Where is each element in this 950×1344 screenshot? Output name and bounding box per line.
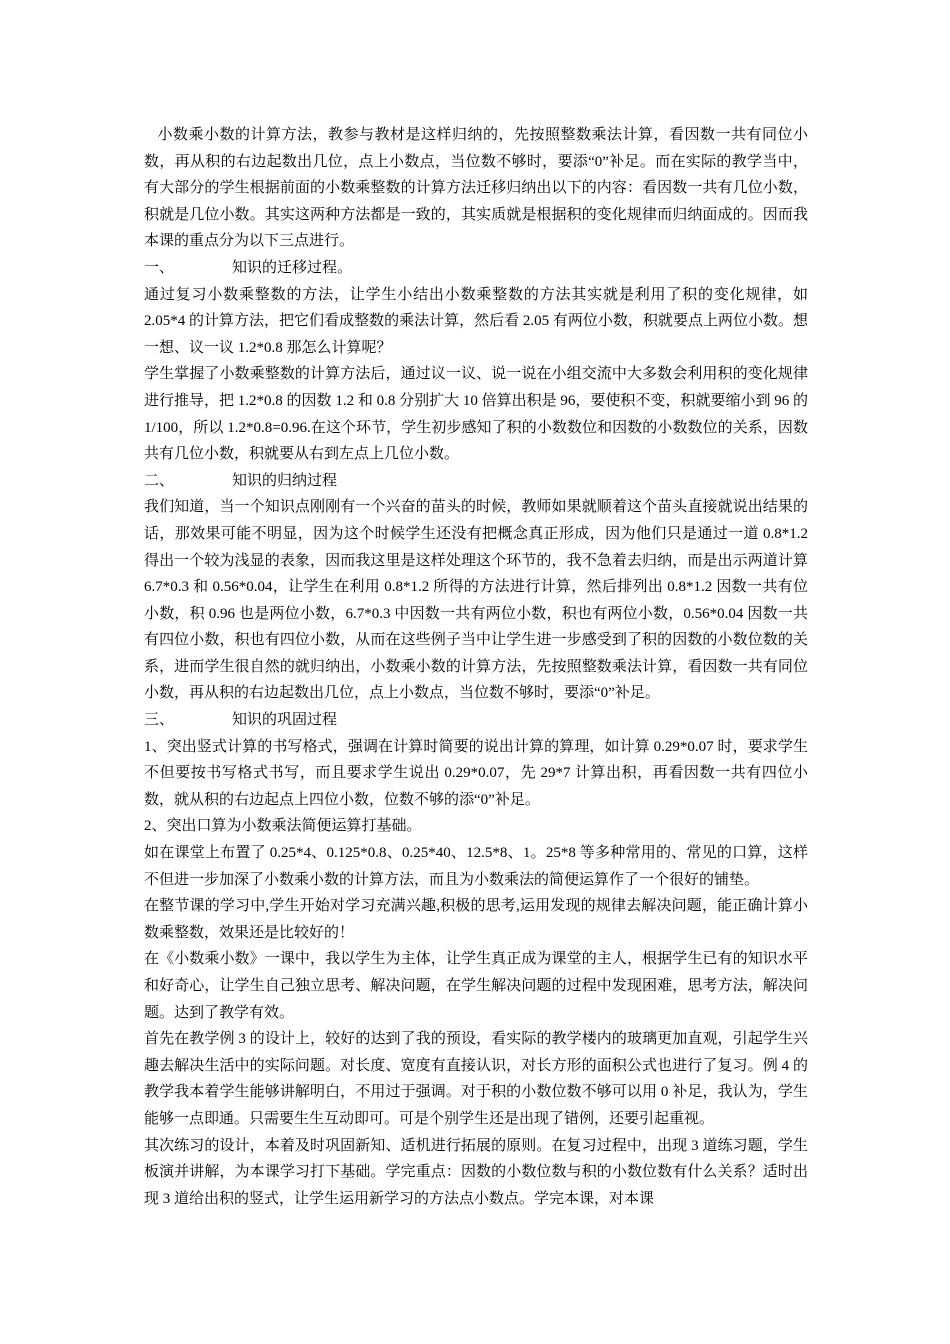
- section-title-2: 知识的归纳过程: [232, 472, 338, 489]
- section-number-1: 一、: [144, 259, 175, 276]
- section-title-1: 知识的迁移过程。: [232, 259, 353, 276]
- paragraph-derivation: 学生掌握了小数乘整数的计算方法后，通过议一议、说一说在小组交流中大多数会利用积的变化规律进行推导，把 1.2*0.8 的因数 1.2 和 0.8 分别扩大 10 倍算出积是 96，要使积不变，积就要缩小到 96 的 1/100，所以 1.2*0.8=0.96.在这个环节，学生初步感知了积的小数数位和因数的小数数位的关系，因数共有几位小数，积就要从右到左点上几位小数。: [144, 366, 808, 463]
- paragraph-review: 通过复习小数乘整数的方法，让学生小结出小数乘整数的方法其实就是利用了积的变化规律，如 2.05*4 的计算方法，把它们看成整数的乘法计算，然后看 2.05 有两位小数，积就要点上两位小数。想一想、议一议 1.2*0.8 那怎么计算呢？: [144, 286, 808, 356]
- section-number-3: 三、: [144, 712, 175, 729]
- paragraph-induction: 我们知道，当一个知识点刚刚有一个兴奋的苗头的时候，教师如果就顺着这个苗头直接就说出结果的话，那效果可能不明显，因为这个时候学生还没有把概念真正形成，因为他们只是通过一道 0.8*1.2 得出一个较为浅显的表象，因而我这里是这样处理这个环节的，我不急着去归纳，而是出示两道计算 6.7*0.3 和 0.56*0.04，让学生在利用 0.8*1.2 所得的方法进行计算，然后排列出 0.8*1.2 因数一共有位小数，积 0.96 也是两位小数，6.7*0.3 中因数一共有两位小数，积也有两位小数，0.56*0.04 因数一共有四位小数，积也有四位小数，从而在这些例子当中让学生进一步感受到了积的因数的小数位数的关系，进而学生很自然的就归纳出，小数乘小数的计算方法，先按照整数乘法计算，看因数一共有同位小数，再从积的右边起数出几位，点上小数点，当位数不够时，要添“0”补足。: [144, 499, 808, 702]
- document-body: [144, 122, 808, 1212]
- paragraph-point-2: 2、突出口算为小数乘法简便运算打基础。: [144, 818, 422, 835]
- section-heading-3: [144, 707, 808, 734]
- section-heading-2: [144, 468, 808, 495]
- paragraph-practice-design: 其次练习的设计，本着及时巩固新知、适机进行拓展的原则。在复习过程中，出现 3 道练习题，学生板演并讲解，为本课学习打下基础。学完重点：因数的小数位数与积的小数位数有什么关系？适时出现 3 道给出积的竖式，让学生运用新学习的方法点小数点。学完本课，对本课: [144, 1137, 808, 1207]
- paragraph-summary: 在整节课的学习中,学生开始对学习充满兴趣,积极的思考,运用发现的规律去解决问题，能正确计算小数乘整数，效果还是比较好的！: [144, 898, 808, 941]
- section-title-3: 知识的巩固过程: [232, 712, 338, 729]
- paragraph-intro: 小数乘小数的计算方法，教参与教材是这样归纳的，先按照整数乘法计算，看因数一共有同位小数，再从积的右边起数出几位，点上小数点，当位数不够时，要添“0”补足。而在实际的教学当中，有大部分的学生根据前面的小数乘整数的计算方法迁移归纳出以下的内容：看因数一共有几位小数，积就是几位小数。其实这两种方法都是一致的，其实质就是根据积的变化规律而归纳面成的。因而我本课的重点分为以下三点进行。: [144, 127, 808, 250]
- section-heading-1: [144, 255, 808, 282]
- paragraph-reflection: 在《小数乘小数》一课中，我以学生为主体，让学生真正成为课堂的主人，根据学生已有的知识水平和好奇心，让学生自己独立思考、解决问题，在学生解决问题的过程中发现困难，思考方法，解决问题。达到了教学有效。: [144, 951, 808, 1021]
- paragraph-example-design: 首先在教学例 3 的设计上，较好的达到了我的预设，看实际的教学楼内的玻璃更加直观，引起学生兴趣去解决生活中的实际问题。对长度、宽度有直接认识，对长方形的面积公式也进行了复习。例 4 的教学我本着学生能够讲解明白，不用过于强调。对于积的小数位数不够可以用 0 补足，我认为，学生能够一点即通。只需要生生互动即可。可是个别学生还是出现了错例，还要引起重视。: [144, 1031, 808, 1127]
- paragraph-oral-calc: 如在课堂上布置了 0.25*4、0.125*0.8、0.25*40、12.5*8、1。25*8 等多种常用的、常见的口算，这样不但进一步加深了小数乘小数的计算方法，而且为小数乘法的简便运算作了一个很好的铺垫。: [144, 845, 808, 888]
- section-number-2: 二、: [144, 472, 175, 489]
- paragraph-point-1: 1、突出竖式计算的书写格式，强调在计算时简要的说出计算的算理，如计算 0.29*0.07 时，要求学生不但要按书写格式书写，而且要求学生说出 0.29*0.07，先 29*7 计算出积，再看因数一共有四位小数，就从积的右边起点上四位小数，位数不够的添“0”补足。: [144, 738, 808, 808]
